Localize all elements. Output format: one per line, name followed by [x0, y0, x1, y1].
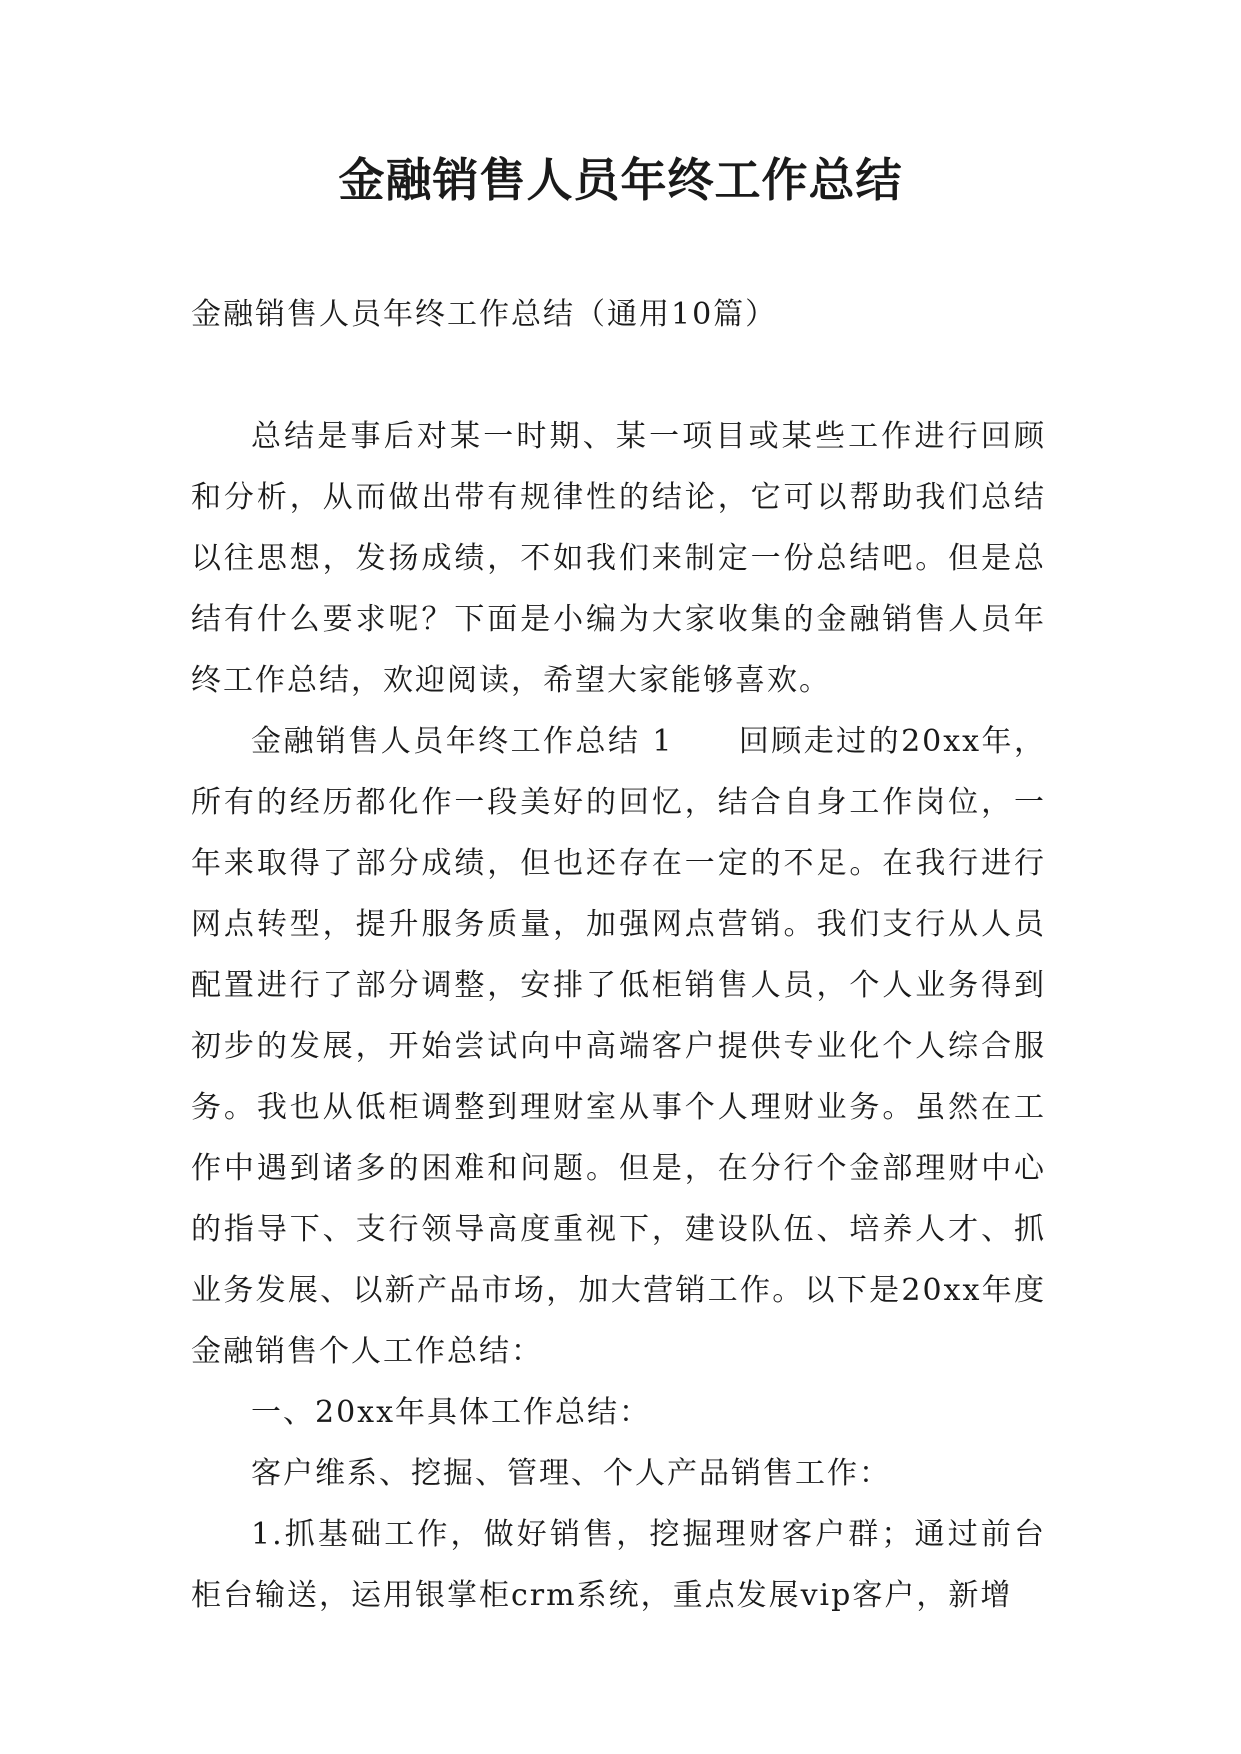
paragraph-intro: 总结是事后对某一时期、某一项目或某些工作进行回顾和分析，从而做出带有规律性的结论，它可以帮助我们总结以往思想，发扬成绩，不如我们来制定一份总结吧。但是总结有什么要求呢？下面是小编为大家收集的金融销售人员年终工作总结，欢迎阅读，希望大家能够喜欢。	[191, 419, 1046, 698]
document-title: 金融销售人员年终工作总结	[338, 153, 903, 207]
paragraph-summary-1: 金融销售人员年终工作总结 1 回顾走过的20xx年，所有的经历都化作一段美好的回忆，结合自身工作岗位，一年来取得了部分成绩，但也还存在一定的不足。在我行进行网点转型，提升服务质量，加强网点营销。我们支行从人员配置进行了部分调整，安排了低柜销售人员，个人业务得到初步的发展，开始尝试向中高端客户提供专业化个人综合服务。我也从低柜调整到理财室从事个人理财业务。虽然在工作中遇到诸多的困难和问题。但是，在分行个金部理财中心的指导下、支行领导高度重视下，建设队伍、培养人才、抓业务发展、以新产品市场，加大营销工作。以下是20xx年度金融销售个人工作总结：	[191, 724, 1046, 1369]
document-subtitle: 金融销售人员年终工作总结（通用10篇）	[191, 297, 778, 332]
paragraph-item-1: 1.抓基础工作，做好销售，挖掘理财客户群；通过前台柜台输送，运用银掌柜crm系统，重点发展vip客户，新增	[191, 1517, 1046, 1613]
section-heading: 一、20xx年具体工作总结：	[251, 1395, 652, 1430]
document-body	[191, 406, 1046, 1626]
subsection-heading: 客户维系、挖掘、管理、个人产品销售工作：	[251, 1456, 891, 1491]
